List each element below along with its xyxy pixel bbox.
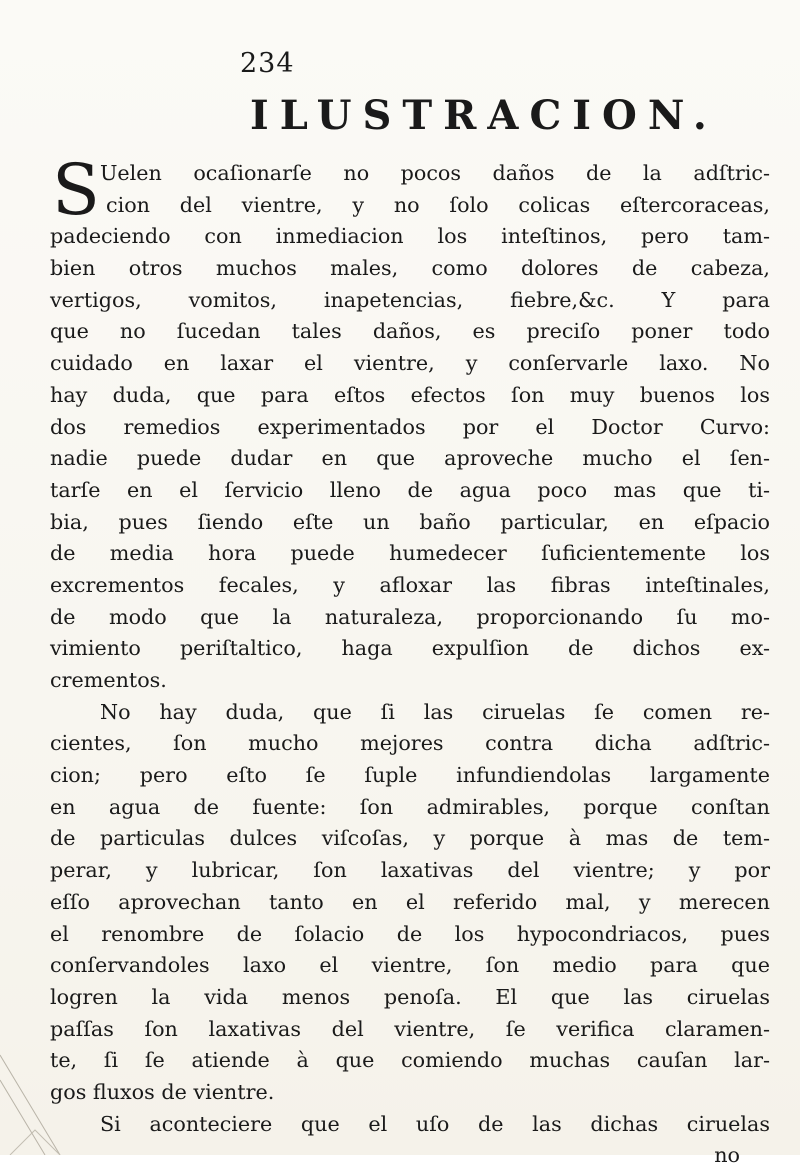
text-line: cion del vientre, y no ſolo colicas eſtercoraceas,: [106, 192, 770, 217]
text-line: excrementos fecales, y afloxar las fibras inteſtinales,: [50, 572, 770, 597]
text-line: tarſe en el ſervicio lleno de agua poco mas que ti-: [50, 477, 770, 502]
page-fold-mark: [0, 1035, 90, 1155]
text-line: cion; pero eſto ſe ſuple infundiendolas largamente: [50, 763, 770, 788]
text-line: gos fluxos de vientre.: [50, 1079, 275, 1104]
text-line: vertigos, vomitos, inapetencias, fiebre,&c. Y para: [50, 287, 770, 312]
text-line: bien otros muchos males, como dolores de cabeza,: [50, 256, 770, 281]
text-line: padeciendo con inmediacion los inteſtinos, pero tam-: [50, 224, 770, 249]
text-line: de media hora puede humedecer ſuficientemente los: [50, 541, 770, 566]
text-line: cientes, ſon mucho mejores contra dicha adſtric-: [50, 731, 770, 756]
body-text: [50, 149, 770, 1172]
text-line: Si aconteciere que el uſo de las dichas ciruelas: [100, 1111, 770, 1136]
text-line: bia, pues ſiendo eſte un baño particular, en eſpacio: [50, 509, 770, 534]
text-line: vimiento periſtaltico, haga expulſion de dichos ex-: [50, 636, 770, 661]
page-number: 234: [240, 48, 295, 79]
text-line: hay duda, que para eſtos efectos ſon muy buenos los: [50, 382, 770, 407]
text-line: eſſo aprovechan tanto en el referido mal, y merecen: [50, 889, 770, 914]
text-line: el renombre de ſolacio de los hypocondriacos, pues: [50, 921, 770, 946]
text-line: perar, y lubricar, ſon laxativas del vientre; y por: [50, 858, 770, 883]
text-line: que no ſucedan tales daños, es preciſo poner todo: [50, 319, 770, 344]
text-line: nadie puede dudar en que aproveche mucho el ſen-: [50, 446, 770, 471]
drop-cap: S: [52, 149, 100, 231]
text-line: crementos.: [50, 668, 167, 692]
text-line: logren la vida menos penoſa. El que las ciruelas: [50, 984, 770, 1009]
text-line: de particulas dulces viſcoſas, y porque à mas de tem-: [50, 826, 770, 851]
text-line: No hay duda, que ſi las ciruelas ſe comen re-: [100, 699, 770, 724]
text-line: Uelen ocaſionarſe no pocos daños de la adſtric-: [100, 161, 770, 185]
text-line: paſſas ſon laxativas del vientre, ſe verifica claramen-: [50, 1016, 770, 1041]
text-line: de modo que la naturaleza, proporcionando ſu mo-: [50, 604, 770, 629]
text-line: dos remedios experimentados por el Doctor Curvo:: [50, 414, 770, 439]
text-line: conſervandoles laxo el vientre, ſon medio para que: [50, 953, 770, 978]
section-heading: ILUSTRACION.: [250, 92, 718, 139]
text-line: te, ſi ſe atiende à que comiendo muchas cauſan lar-: [50, 1048, 770, 1073]
catchword: no: [714, 1143, 740, 1168]
text-line: cuidado en laxar el vientre, y conſervarle laxo. No: [50, 351, 770, 376]
text-line: en agua de fuente: ſon admirables, porque conſtan: [50, 794, 770, 819]
